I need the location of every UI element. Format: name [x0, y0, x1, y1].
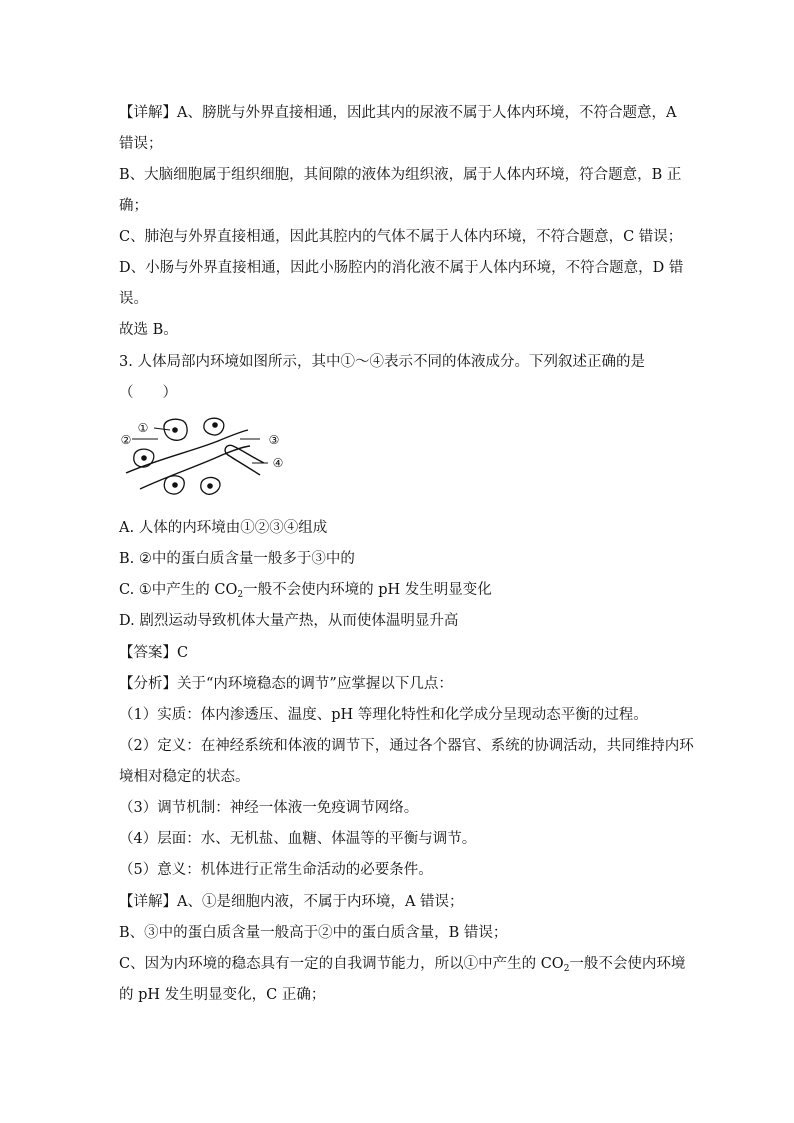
capillary-wall-lower	[140, 446, 250, 489]
label-4: ④	[272, 456, 284, 470]
body-fluid-diagram-svg	[118, 413, 290, 503]
detail1-conclusion: 故选 B。	[119, 322, 178, 338]
detail2-line3	[119, 954, 685, 974]
option-c	[119, 580, 492, 600]
detail1-line4: 确；	[119, 198, 148, 214]
option-c-pre: C. ①中产生的 CO	[119, 582, 238, 598]
analysis-line7: （5）意义：机体进行正常生命活动的必要条件。	[119, 862, 433, 878]
lymph-capillary	[225, 445, 264, 475]
detail2-line1: 【详解】A、①是细胞内液，不属于内环境，A 错误；	[119, 894, 464, 910]
cell-nucleus	[172, 427, 178, 433]
detail1-line1: 【详解】A、膀胱与外界直接相通，因此其内的尿液不属于人体内环境，不符合题意，A	[119, 105, 677, 121]
analysis-line2: （1）实质：体内渗透压、温度、pH 等理化特性和化学成分呈现动态平衡的过程。	[119, 707, 648, 723]
question3-stem: 3. 人体局部内环境如图所示，其中①～④表示不同的体液成分。下列叙述正确的是	[119, 354, 645, 370]
cell-nucleus	[172, 482, 178, 488]
detail1-line6: D、小肠与外界直接相通，因此小肠腔内的消化液不属于人体内环境，不符合题意，D 错	[119, 260, 684, 276]
body-fluid-diagram	[118, 413, 290, 503]
label-3: ③	[268, 433, 280, 447]
option-d: D. 剧烈运动导致机体大量产热，从而使体温明显升高	[119, 613, 459, 629]
answer-line: 【答案】C	[119, 645, 189, 661]
analysis-line1: 【分析】关于“内环境稳态的调节”应掌握以下几点：	[119, 676, 453, 692]
option-a: A. 人体的内环境由①②③④组成	[119, 520, 328, 536]
detail2-line3-post: 一般不会使内环境	[569, 956, 686, 972]
detail1-line7: 误。	[119, 291, 148, 307]
question3-answer-blank: （ ）	[119, 385, 177, 401]
option-c-subscript: 2	[237, 590, 244, 600]
detail1-line3: B、大脑细胞属于组织细胞，其间隙的液体为组织液，属于人体内环境，符合题意，B 正	[119, 167, 682, 183]
label-2: ②	[120, 433, 132, 447]
analysis-line5: （3）调节机制：神经一体液一免疫调节网络。	[119, 800, 419, 816]
leader-line-1	[154, 428, 170, 430]
cell-nucleus	[212, 422, 218, 428]
detail1-line5: C、肺泡与外界直接相通，因此其腔内的气体不属于人体内环境，不符合题意，C 错误；	[119, 229, 683, 245]
option-b: B. ②中的蛋白质含量一般多于③中的	[119, 551, 355, 567]
detail1-line2: 错误；	[119, 136, 163, 152]
option-c-post: 一般不会使内环境的 pH 发生明显变化	[243, 582, 492, 598]
detail2-line3-pre: C、因为内环境的稳态具有一定的自我调节能力，所以①中产生的 CO	[119, 956, 564, 972]
detail2-line2: B、③中的蛋白质含量一般高于②中的蛋白质含量，B 错误；	[119, 925, 508, 941]
cell-nucleus	[207, 483, 213, 489]
analysis-line3: （2）定义：在神经系统和体液的调节下，通过各个器官、系统的协调活动，共同维持内环	[119, 738, 694, 754]
cell-nucleus	[141, 455, 147, 461]
detail2-line3-subscript: 2	[563, 964, 570, 974]
detail2-line4: 的 pH 发生明显变化，C 正确；	[119, 987, 326, 1003]
analysis-line4: 境相对稳定的状态。	[119, 769, 250, 785]
analysis-line6: （4）层面：水、无机盐、血糖、体温等的平衡与调节。	[119, 831, 477, 847]
label-1: ①	[137, 421, 149, 435]
